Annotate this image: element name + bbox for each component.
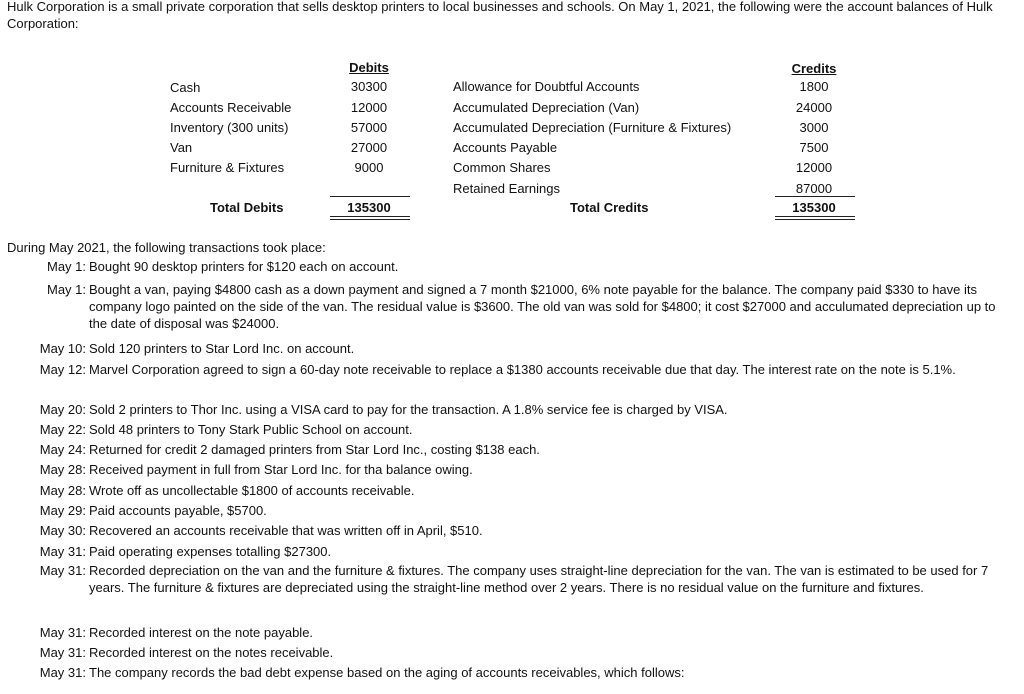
debit-account: Van — [170, 140, 193, 155]
credit-amount: 12000 — [795, 160, 833, 175]
transaction-text: Bought a van, paying $4800 cash as a down payment and signed a 7 month $21000, 6% note payable for the balance. The company paid $330 to have its company logo painted on the side of the van. The residual value is $3600. The old van was sold for $4800; it cost $27000 and acculumated depreciation up to the date of disposal was $24000. — [89, 282, 996, 331]
transaction-text: Received payment in full from Star Lord Inc. for tha balance owing. — [89, 462, 473, 477]
credit-amount: 3000 — [799, 120, 829, 135]
transaction-date: May 31: — [39, 625, 86, 640]
transaction-text: Sold 120 printers to Star Lord Inc. on account. — [89, 341, 355, 356]
credit-amount: 87000 — [795, 181, 833, 196]
transaction-date: May 28: — [39, 462, 86, 477]
transaction-text: Sold 48 printers to Tony Stark Public School on account. — [89, 422, 413, 437]
transaction-date: May 1: — [46, 282, 86, 297]
credit-account: Accumulated Depreciation (Van) — [453, 100, 640, 115]
credits-double-rule — [775, 219, 855, 220]
transaction-date: May 31: — [39, 544, 86, 559]
transaction-date: May 1: — [46, 259, 86, 274]
transaction-text: The company records the bad debt expense based on the aging of accounts receivables, which follows: — [89, 665, 685, 680]
transaction-text: Recorded interest on the notes receivable. — [89, 645, 334, 660]
debit-amount: 12000 — [350, 100, 388, 115]
total-credits-label: Total Credits — [570, 200, 649, 215]
transaction-date: May 12: — [39, 362, 86, 377]
transaction-text: Wrote off as uncollectable $1800 of accounts receivable. — [89, 483, 415, 498]
total-credits-amount: 135300 — [792, 200, 836, 215]
transaction-date: May 31: — [39, 645, 86, 660]
transaction-text: Recorded interest on the note payable. — [89, 625, 314, 640]
transaction-text: Recovered an accounts receivable that was written off in April, $510. — [89, 523, 483, 538]
transactions-heading: During May 2021, the following transactions took place: — [7, 240, 326, 255]
debit-account: Inventory (300 units) — [170, 120, 289, 135]
transaction-text: Bought 90 desktop printers for $120 each on account. — [89, 259, 399, 274]
credits-header: Credits — [791, 61, 837, 76]
credit-account: Accumulated Depreciation (Furniture & Fixtures) — [453, 120, 732, 135]
intro-paragraph: Hulk Corporation is a small private corporation that sells desktop printers to local businesses and schools. On May 1, 2021, the following were the account balances of Hulk Corporation: — [7, 0, 993, 31]
credit-account: Common Shares — [453, 160, 551, 175]
transaction-date: May 22: — [39, 422, 86, 437]
debit-amount: 57000 — [350, 120, 388, 135]
transaction-date: May 28: — [39, 483, 86, 498]
total-debits-amount: 135300 — [347, 200, 391, 215]
transaction-date: May 31: — [39, 563, 86, 578]
transaction-date: May 30: — [39, 523, 86, 538]
transaction-text: Paid operating expenses totalling $27300. — [89, 544, 332, 559]
credit-account: Accounts Payable — [453, 140, 558, 155]
debits-double-rule — [330, 219, 410, 220]
transaction-date: May 31: — [39, 665, 86, 680]
debit-account: Furniture & Fixtures — [170, 160, 285, 175]
debit-amount: 27000 — [350, 140, 388, 155]
debits-double-rule — [330, 216, 410, 217]
credit-account: Retained Earnings — [453, 181, 560, 196]
debit-account: Cash — [170, 80, 201, 95]
transaction-text: Recorded depreciation on the van and the furniture & fixtures. The company uses straight-line depreciation for the van. The van is estimated to be used for 7 years. The furniture & fixtures are depreciated using the straight-line method over 2 years. There is no residual value on the furniture and fixtures. — [89, 563, 989, 595]
debit-amount: 30300 — [350, 79, 388, 94]
transaction-text: Marvel Corporation agreed to sign a 60-day note receivable to replace a $1380 accounts receivable due that day. The interest rate on the note is 5.1%. — [89, 362, 956, 377]
credit-amount: 1800 — [799, 79, 829, 94]
transaction-date: May 24: — [39, 442, 86, 457]
debit-account: Accounts Receivable — [170, 100, 292, 115]
transaction-date: May 20: — [39, 402, 86, 417]
transaction-text: Sold 2 printers to Thor Inc. using a VISA card to pay for the transaction. A 1.8% service fee is charged by VISA. — [89, 402, 728, 417]
credits-double-rule — [775, 216, 855, 217]
debits-total-rule — [330, 196, 410, 197]
credit-account: Allowance for Doubtful Accounts — [453, 79, 640, 94]
debit-amount: 9000 — [354, 160, 384, 175]
transaction-text: Paid accounts payable, $5700. — [89, 503, 267, 518]
credit-amount: 7500 — [799, 140, 829, 155]
transaction-date: May 10: — [39, 341, 86, 356]
credit-amount: 24000 — [795, 100, 833, 115]
debits-header: Debits — [349, 60, 389, 75]
transaction-text: Returned for credit 2 damaged printers from Star Lord Inc., costing $138 each. — [89, 442, 540, 457]
credits-total-rule — [775, 196, 855, 197]
total-debits-label: Total Debits — [210, 200, 284, 215]
transaction-date: May 29: — [39, 503, 86, 518]
